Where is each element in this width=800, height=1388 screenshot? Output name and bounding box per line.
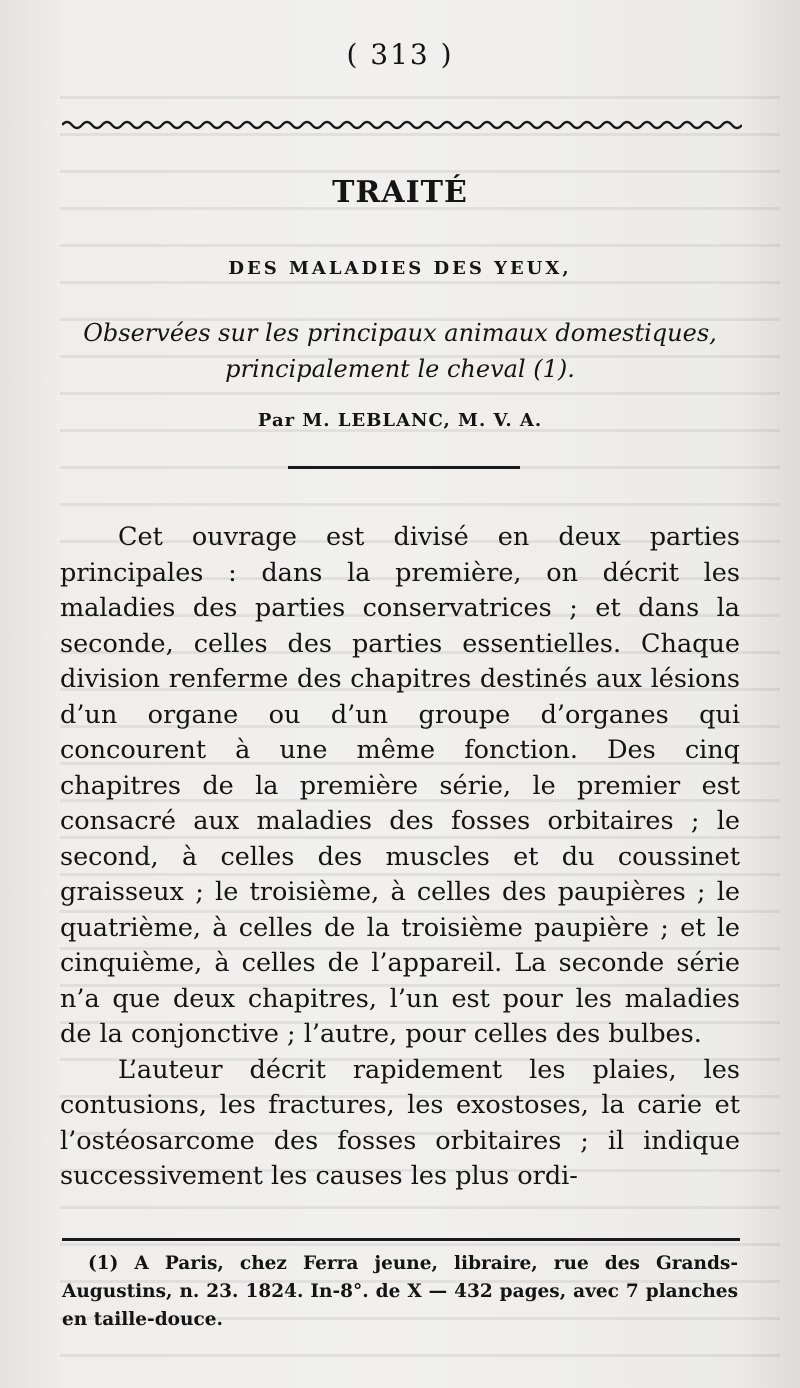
author-line: Par M. LEBLANC, M. V. A. xyxy=(257,410,543,431)
footnote-text: (1) A Paris, chez Ferra jeune, libraire, rue des Grands-Augustins, n. 23. 1824. In-8°. de X — 432 pages, avec 7 planches en taille-douce. xyxy=(62,1253,738,1330)
footnote-divider xyxy=(62,1238,740,1241)
article-subtitle: DES MALADIES DES YEUX, xyxy=(228,258,572,279)
paragraph: L’auteur décrit rapidement les plaies, les contusions, les fractures, les exostoses, la carie et l’ostéosarcome des fosses orbitaires ; il indique successivement les causes les plus ordi- xyxy=(60,1054,740,1191)
title-divider xyxy=(288,466,520,469)
page-number: ( 313 ) xyxy=(346,38,454,71)
body-text xyxy=(60,520,740,1195)
article-subheading: Observées sur les principaux animaux domestiques, principalement le cheval (1). xyxy=(83,319,717,383)
footnote xyxy=(62,1250,738,1334)
ornamental-rule xyxy=(62,118,742,132)
article-title: TRAITÉ xyxy=(332,175,468,210)
paragraph: Cet ouvrage est divisé en deux parties principales : dans la première, on décrit les maladies des parties conservatrices ; et dans la seconde, celles des parties essentielles. Chaque division renferme des chapitres destinés aux lésions d’un organe ou d’un groupe d’organes qui concourent à une même fonction. Des cinq chapitres de la première série, le premier est consacré aux maladies des fosses orbitaires ; le second, à celles des muscles et du coussinet graisseux ; le troisième, à celles des paupières ; le quatrième, à celles de la troisième paupière ; et le cinquième, à celles de l’appareil. La seconde série n’a que deux chapitres, l’un est pour les maladies de la conjonctive ; l’autre, pour celles des bulbes. xyxy=(60,522,740,1049)
